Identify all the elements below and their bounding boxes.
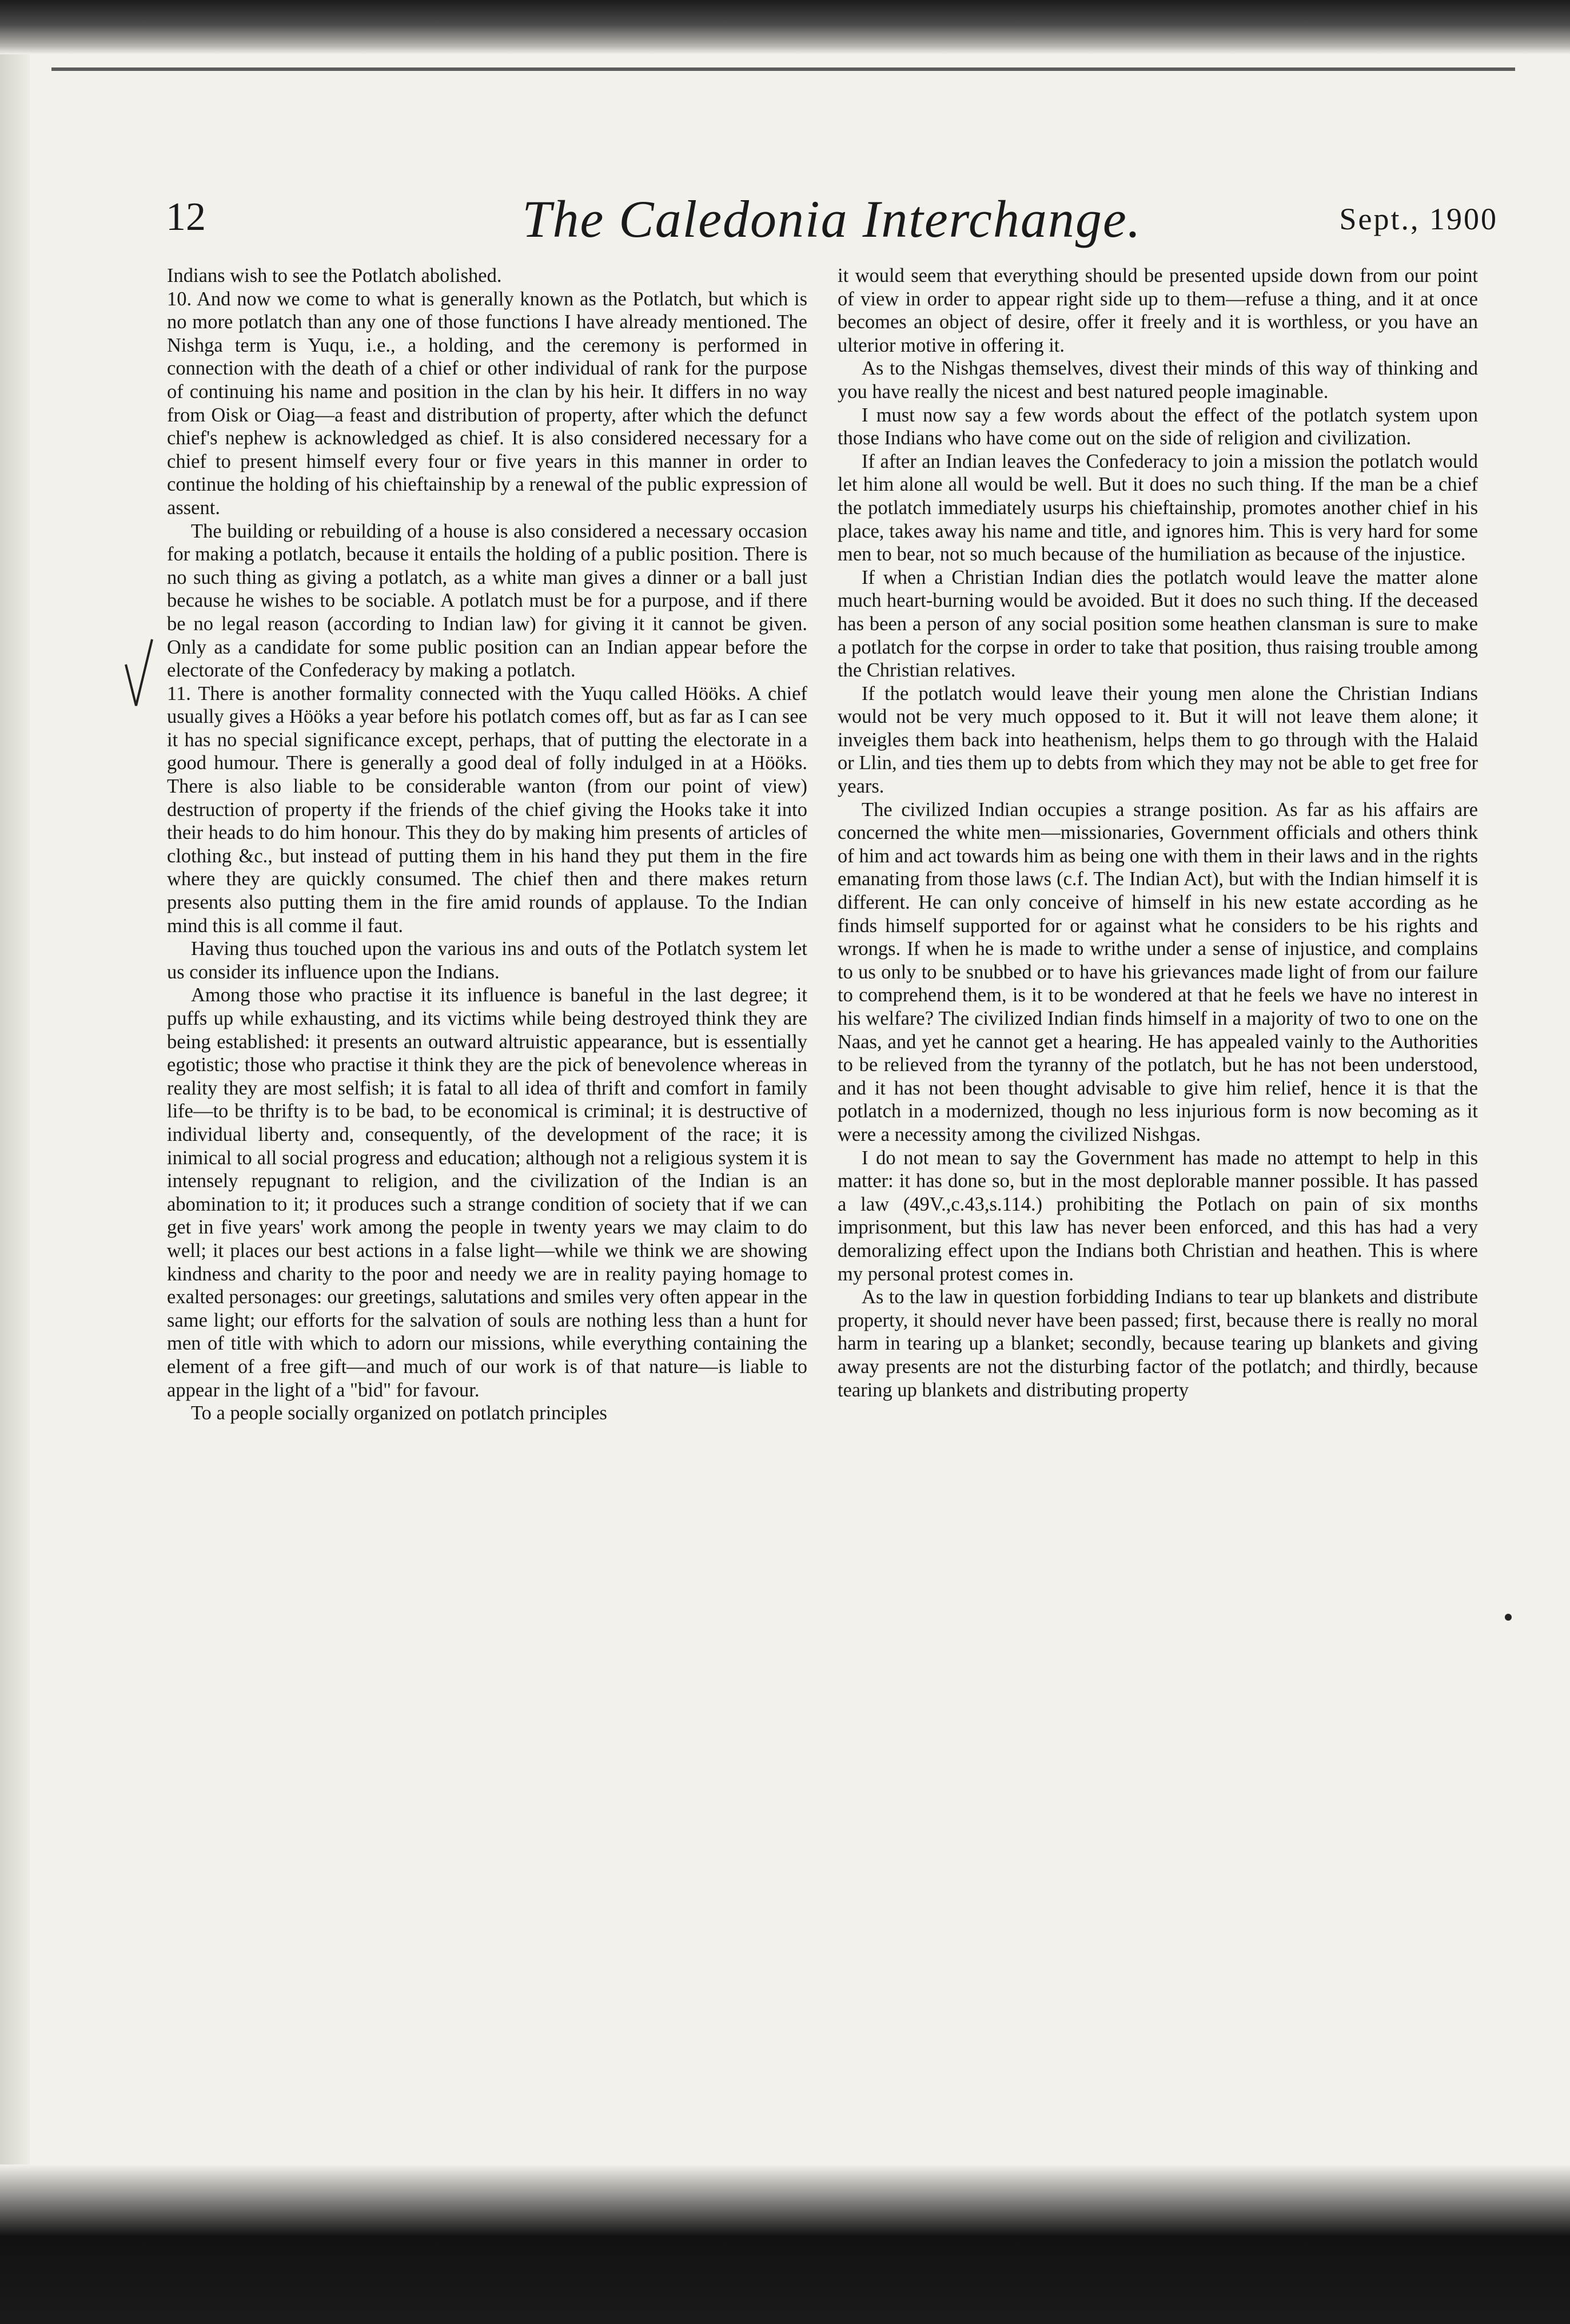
paragraph: If the potlatch would leave their young men alone the Christian Indians would not be very much opposed to it. But it will not leave them alone; it inveigles them back into heathenism, helps them to go through with the Halaid or Llin, and ties them up to debts from which they may not be able to get free for years. <box>838 682 1478 798</box>
paragraph: To a people socially organized on potlatch principles <box>191 1402 607 1424</box>
issue-date: Sept., 1900 <box>1339 202 1498 236</box>
margin-dot <box>1505 1614 1512 1621</box>
paragraph: Having thus touched upon the various ins and outs of the Potlatch system let us consider its influence upon the Indians. <box>167 938 807 983</box>
paragraph: If after an Indian leaves the Confederacy to join a mission the potlatch would let him alone all would be well. But it does no such thing. If the man be a chief the potlatch immediately usurps his chieftainship, promotes another chief in his place, takes away his name and title, and ignores him. This is very hard for some men to bear, not so much because of the humiliation as because of the injustice. <box>838 450 1478 566</box>
left-column <box>167 264 807 1425</box>
journal-title: The Caledonia Interchange. <box>522 190 1142 248</box>
right-column <box>838 264 1478 1402</box>
paragraph: As to the Nishgas themselves, divest their minds of this way of thinking and you have really the nicest and best natured people imaginable. <box>838 357 1478 403</box>
top-rule <box>51 67 1515 71</box>
paragraph: Indians wish to see the Potlatch abolished. <box>167 265 502 286</box>
scan-bottom-edge <box>0 2164 1570 2324</box>
paragraph: 10. And now we come to what is generally known as the Potlatch, but which is no more potlatch than any one of those functions I have already mentioned. The Nishga term is Yuqu, i.e., a holding, and the ceremony is performed in connection with the death of a chief or other individual of rank for the purpose of continuing his name and position in the clan by his heir. It differs in no way from Oisk or Oiag—a feast and distribution of property, after which the defunct chief's nephew is acknowledged as chief. It is also considered necessary for a chief to present himself every four or five years in this manner in order to continue the holding of his chieftainship by a renewal of the public expression of assent. <box>167 288 807 519</box>
paragraph: Among those who practise it its influence is baneful in the last degree; it puffs up while exhausting, and its victims while being destroyed think they are being established: it presents an outward altruistic appearance, but is essentially egotistic; those who practise it think they are the pick of benevolence whereas in reality they are most selfish; it is fatal to all idea of thrift and comfort in family life—to be thrifty is to be bad, to be economical is criminal; it is destructive of individual liberty and, consequently, of the development of the race; it is inimical to all social progress and education; although not a religious system it is intensely repugnant to religion, and the civilization of the Indian is an abomination to it; it produces such a strange condition of society that if we can get in five years' work among the people in twenty years we may claim to do well; it places our best actions in a false light—while we think we are showing kindness and charity to the poor and needy we are in reality paying homage to exalted personages: our greetings, salutations and smiles very often appear in the same light; our efforts for the salvation of souls are nothing less than a hunt for men of title with which to adorn our missions, while everything containing the element of a free gift—and much of our work is of that nature—is liable to appear in the light of a "bid" for favour. <box>167 984 807 1401</box>
page-number: 12 <box>166 195 206 239</box>
paragraph: I do not mean to say the Government has made no attempt to help in this matter: it has done so, but in the most deplorable manner possible. It has passed a law (49V.,c.43,s.114.) prohibiting the Potlach on pain of six months imprisonment, but this law has never been enforced, and this has had a very demoralizing effect upon the Indians both Christian and heathen. This is where my personal protest comes in. <box>838 1147 1478 1285</box>
paragraph: As to the law in question forbidding Indians to tear up blankets and distribute property, it should never have been passed; first, because there is really no moral harm in tearing up a blanket; secondly, because tearing up blankets and giving away presents are not the disturbing factor of the potlatch; and thirdly, because tearing up blankets and distributing property <box>838 1286 1478 1401</box>
paragraph: The building or rebuilding of a house is also considered a necessary occasion for making a potlatch, because it entails the holding of a public position. There is no such thing as giving a potlatch, as a white man gives a dinner or a ball just because he wishes to be sociable. A potlatch must be for a purpose, and if there be no legal reason (according to Indian law) for giving it it cannot be given. Only as a candidate for some public position can an Indian appear before the electorate of the Confederacy by making a potlatch. <box>167 520 807 682</box>
paragraph: If when a Christian Indian dies the potlatch would leave the matter alone much heart-burning would be avoided. But it does no such thing. If the deceased has been a person of any social position some heathen clansman is sure to make a potlatch for the corpse in order to take that position, thus raising trouble among the Christian relatives. <box>838 566 1478 682</box>
scan-left-edge <box>0 54 30 2164</box>
paragraph: it would seem that everything should be presented upside down from our point of view in order to appear right side up to them—refuse a thing, and it at once becomes an object of desire, offer it freely and it is worthless, or you have an ulterior motive in offering it. <box>838 265 1478 356</box>
paragraph: The civilized Indian occupies a strange position. As far as his affairs are concerned the white men—missionaries, Government officials and others think of him and act towards him as being one with them in their laws and in the rights emanating from those laws (c.f. The Indian Act), but with the Indian himself it is different. He can only conceive of himself in his new estate according as he finds himself supported for or against what he considers to be his rights and wrongs. If when he is made to writhe under a sense of injustice, and complains to us only to be snubbed or to have his grievances made light of from our failure to comprehend them, is it to be wondered at that he feels we have no interest in his welfare? The civilized Indian finds himself in a majority of two to one on the Naas, and yet he cannot get a hearing. He has appealed vainly to the Authorities to be relieved from the tyranny of the potlatch, but he has not been understood, and it has not been thought advisable to give him relief, hence it is that the potlatch in a modernized, though no less injurious form is now becoming as it were a necessity among the civilized Nishgas. <box>838 798 1478 1145</box>
page-header <box>166 189 1498 257</box>
paragraph: 11. There is another formality connected with the Yuqu called Hööks. A chief usually gives a Hööks a year before his potlatch comes off, but as far as I can see it has no special significance except, perhaps, that of putting the electorate in a good humour. There is generally a good deal of folly indulged in at a Hööks. There is also liable to be considerable wanton (from our point of view) destruction of property if the friends of the chief giving the Hooks take it into their heads to do him honour. This they do by making him presents of articles of clothing &c., but instead of putting them in his hand they put them in the fire where they are quickly consumed. The chief then and there makes return presents also putting them in the fire amid rounds of applause. To the Indian mind this is all comme il faut. <box>167 682 807 937</box>
scan-top-edge <box>0 0 1570 54</box>
paragraph: I must now say a few words about the effect of the potlatch system upon those Indians who have come out on the side of religion and civilization. <box>838 404 1478 449</box>
margin-check-mark <box>121 636 156 710</box>
